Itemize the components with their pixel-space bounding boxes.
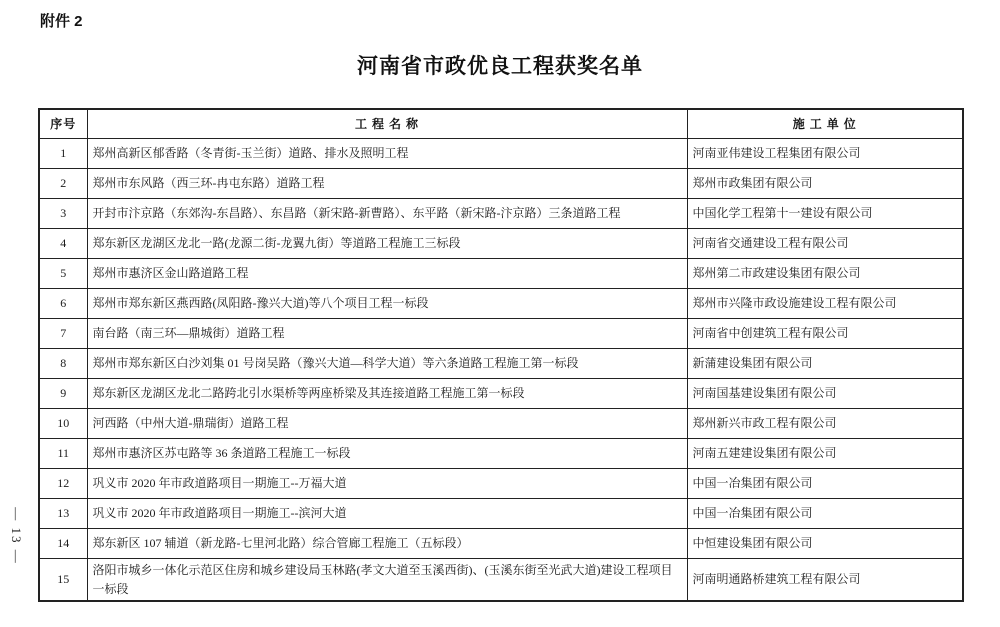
project-name-cell: 开封市汴京路（东郊沟-东昌路）、东昌路（新宋路-新曹路）、东平路（新宋路-汴京路）三条道路工程 bbox=[87, 199, 687, 229]
row-number-cell: 11 bbox=[39, 439, 87, 469]
company-cell: 河南五建建设集团有限公司 bbox=[687, 439, 963, 469]
row-number-cell: 14 bbox=[39, 529, 87, 559]
table-row bbox=[39, 259, 963, 289]
company-cell: 中国化学工程第十一建设有限公司 bbox=[687, 199, 963, 229]
header-cell-index: 序号 bbox=[39, 109, 87, 139]
company-cell: 新蒲建设集团有限公司 bbox=[687, 349, 963, 379]
company-cell: 中国一冶集团有限公司 bbox=[687, 499, 963, 529]
project-name-cell: 郑州市东风路（西三环-冉屯东路）道路工程 bbox=[87, 169, 687, 199]
table-row bbox=[39, 499, 963, 529]
project-name-cell: 南台路（南三环—鼎城街）道路工程 bbox=[87, 319, 687, 349]
attachment-label: 附件 2 bbox=[40, 13, 83, 30]
row-number-cell: 4 bbox=[39, 229, 87, 259]
company-cell: 中恒建设集团有限公司 bbox=[687, 529, 963, 559]
table-row bbox=[39, 469, 963, 499]
table-row bbox=[39, 349, 963, 379]
row-number-cell: 13 bbox=[39, 499, 87, 529]
company-cell: 郑州第二市政建设集团有限公司 bbox=[687, 259, 963, 289]
project-name-cell: 郑东新区 107 辅道（新龙路-七里河北路）综合管廊工程施工（五标段） bbox=[87, 529, 687, 559]
company-cell: 河南亚伟建设工程集团有限公司 bbox=[687, 139, 963, 169]
project-name-cell: 巩义市 2020 年市政道路项目一期施工--万福大道 bbox=[87, 469, 687, 499]
table-row bbox=[39, 139, 963, 169]
awards-table-header bbox=[39, 109, 963, 139]
company-cell: 郑州市政集团有限公司 bbox=[687, 169, 963, 199]
table-row bbox=[39, 289, 963, 319]
awards-table bbox=[38, 108, 964, 602]
row-number-cell: 5 bbox=[39, 259, 87, 289]
project-name-cell: 郑州市郑东新区燕西路(凤阳路-豫兴大道)等八个项目工程一标段 bbox=[87, 289, 687, 319]
header-cell-company: 施 工 单 位 bbox=[687, 109, 963, 139]
project-name-cell: 郑州高新区郁香路（冬青街-玉兰街）道路、排水及照明工程 bbox=[87, 139, 687, 169]
company-cell: 河南明通路桥建筑工程有限公司 bbox=[687, 559, 963, 602]
table-row bbox=[39, 379, 963, 409]
row-number-cell: 15 bbox=[39, 559, 87, 602]
awards-table-body bbox=[39, 139, 963, 602]
company-cell: 郑州新兴市政工程有限公司 bbox=[687, 409, 963, 439]
table-row bbox=[39, 199, 963, 229]
table-row bbox=[39, 529, 963, 559]
project-name-cell: 郑州市惠济区金山路道路工程 bbox=[87, 259, 687, 289]
company-cell: 河南省交通建设工程有限公司 bbox=[687, 229, 963, 259]
row-number-cell: 12 bbox=[39, 469, 87, 499]
project-name-cell: 郑州市郑东新区白沙刘集 01 号岗吴路（豫兴大道—科学大道）等六条道路工程施工第一标段 bbox=[87, 349, 687, 379]
project-name-cell: 郑州市惠济区苏屯路等 36 条道路工程施工一标段 bbox=[87, 439, 687, 469]
header-row bbox=[39, 109, 963, 139]
project-name-cell: 河西路（中州大道-鼎瑞街）道路工程 bbox=[87, 409, 687, 439]
table-row bbox=[39, 439, 963, 469]
header-cell-project-name: 工 程 名 称 bbox=[87, 109, 687, 139]
company-cell: 河南省中创建筑工程有限公司 bbox=[687, 319, 963, 349]
table-row bbox=[39, 319, 963, 349]
table-row bbox=[39, 409, 963, 439]
row-number-cell: 10 bbox=[39, 409, 87, 439]
row-number-cell: 1 bbox=[39, 139, 87, 169]
page-number: — 13 — bbox=[9, 507, 24, 565]
row-number-cell: 3 bbox=[39, 199, 87, 229]
table-row bbox=[39, 169, 963, 199]
table-row bbox=[39, 559, 963, 602]
row-number-cell: 9 bbox=[39, 379, 87, 409]
table-row bbox=[39, 229, 963, 259]
project-name-cell: 郑东新区龙湖区龙北一路(龙源二街-龙翼九街）等道路工程施工三标段 bbox=[87, 229, 687, 259]
row-number-cell: 8 bbox=[39, 349, 87, 379]
company-cell: 郑州市兴隆市政设施建设工程有限公司 bbox=[687, 289, 963, 319]
row-number-cell: 2 bbox=[39, 169, 87, 199]
project-name-cell: 洛阳市城乡一体化示范区住房和城乡建设局玉林路(孝文大道至玉溪西街)、(玉溪东街至光武大道)建设工程项目一标段 bbox=[87, 559, 687, 602]
row-number-cell: 7 bbox=[39, 319, 87, 349]
page-title: 河南省市政优良工程获奖名单 bbox=[357, 55, 643, 78]
project-name-cell: 巩义市 2020 年市政道路项目一期施工--滨河大道 bbox=[87, 499, 687, 529]
row-number-cell: 6 bbox=[39, 289, 87, 319]
company-cell: 河南国基建设集团有限公司 bbox=[687, 379, 963, 409]
company-cell: 中国一冶集团有限公司 bbox=[687, 469, 963, 499]
project-name-cell: 郑东新区龙湖区龙北二路跨北引水渠桥等两座桥梁及其连接道路工程施工第一标段 bbox=[87, 379, 687, 409]
